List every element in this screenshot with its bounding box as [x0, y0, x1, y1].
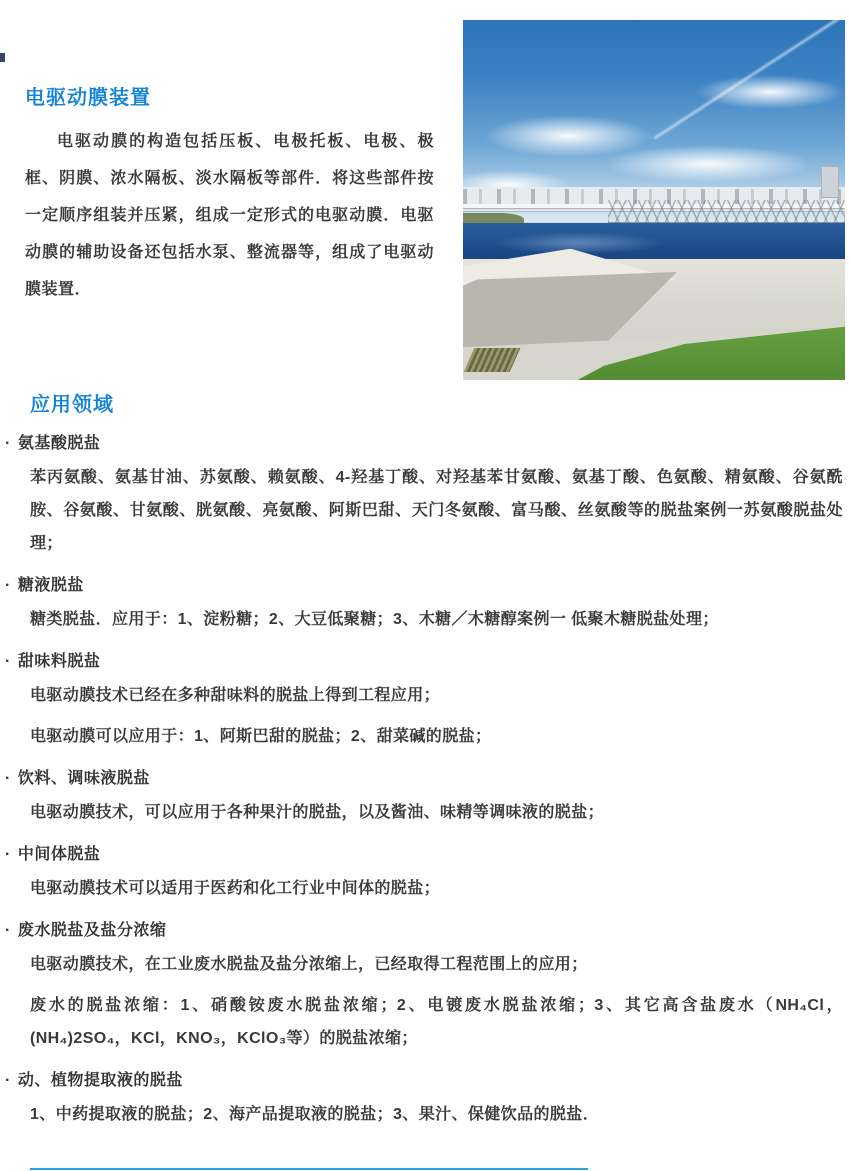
section-paragraph: 电驱动膜可以应用于：1、阿斯巴甜的脱盐；2、甜菜碱的脱盐； [30, 728, 492, 745]
section-paragraph: 苯丙氨酸、氨基甘油、苏氨酸、赖氨酸、4-羟基丁酸、对羟基苯甘氨酸、氨基丁酸、色氨酸、精氨酸、谷氨酰胺、谷氨酸、甘氨酸、胱氨酸、亮氨酸、阿斯巴甜、天门冬氨酸、富马酸、丝氨酸等的脱盐案例一苏氨酸脱盐处理； [30, 469, 843, 552]
section-sugar [0, 572, 850, 636]
section-title [5, 1067, 850, 1090]
section-paragraph: 电驱动膜技术，在工业废水脱盐及盐分浓缩上，已经取得工程范围上的应用； [30, 956, 588, 973]
intro-paragraph: 电驱动膜的构造包括压板、电极托板、电极、极框、阴膜、浓水隔板、淡水隔板等部件．将这些部件按一定顺序组装并压紧，组成一定形式的电驱动膜．电驱动膜的辅助设备还包括水泵、整流器等，组成了电驱动膜装置． [25, 133, 434, 298]
section-sweetener [0, 648, 850, 753]
intro-column [25, 85, 434, 308]
section-paragraph: 电驱动膜技术可以适用于医药和化工行业中间体的脱盐； [30, 880, 441, 897]
bullet-dot: · [5, 577, 11, 594]
section-wastewater [0, 917, 850, 1055]
photo-bridge-truss [608, 200, 845, 224]
bottom-divider [30, 1168, 588, 1170]
section-title [5, 917, 850, 940]
section-paragraph: 糖类脱盐．应用于：1、淀粉糖；2、大豆低聚糖；3、木糖／木糖醇案例一 低聚木糖脱盐处理； [30, 611, 719, 628]
photo-tower [821, 166, 839, 198]
applications-block [0, 392, 850, 1131]
bullet-dot: · [5, 435, 11, 452]
section-title-text: 废水脱盐及盐分浓缩 [17, 922, 167, 939]
section-amino-acid [0, 430, 850, 560]
section-paragraph: 废水的脱盐浓缩：1、硝酸铵废水脱盐浓缩；2、电镀废水脱盐浓缩；3、其它高含盐废水（NH₄Cl，(NH₄)2SO₄，KCl，KNO₃，KClO₃等）的脱盐浓缩； [30, 997, 843, 1047]
section-paragraph: 电驱动膜技术，可以应用于各种果汁的脱盐，以及酱油、味精等调味液的脱盐； [30, 804, 605, 821]
section-title [5, 765, 850, 788]
section-extracts [0, 1067, 850, 1131]
device-title: 电驱动膜装置 [25, 87, 151, 109]
section-title-text: 动、植物提取液的脱盐 [17, 1072, 183, 1089]
bullet-dot: · [5, 653, 11, 670]
bullet-dot: · [5, 922, 11, 939]
section-intermediate [0, 841, 850, 905]
section-title [5, 648, 850, 671]
section-title-text: 饮料、调味液脱盐 [17, 770, 150, 787]
section-title [5, 841, 850, 864]
applications-title: 应用领域 [30, 394, 114, 416]
left-edge-mark [0, 53, 5, 62]
bullet-dot: · [5, 846, 11, 863]
photo-cloud [695, 75, 845, 109]
bullet-dot: · [5, 770, 11, 787]
section-title-text: 甜味料脱盐 [17, 653, 101, 670]
section-beverage [0, 765, 850, 829]
photo-cloud [603, 145, 813, 183]
section-title-text: 中间体脱盐 [17, 846, 101, 863]
facility-photo [463, 20, 845, 380]
section-paragraph: 电驱动膜技术已经在多种甜味料的脱盐上得到工程应用； [30, 687, 441, 704]
section-title [5, 430, 850, 453]
bullet-dot: · [5, 1072, 11, 1089]
section-title [5, 572, 850, 595]
section-title-text: 氨基酸脱盐 [17, 435, 101, 452]
section-title-text: 糖液脱盐 [17, 577, 84, 594]
section-paragraph: 1、中药提取液的脱盐；2、海产品提取液的脱盐；3、果汁、保健饮品的脱盐． [30, 1106, 600, 1123]
